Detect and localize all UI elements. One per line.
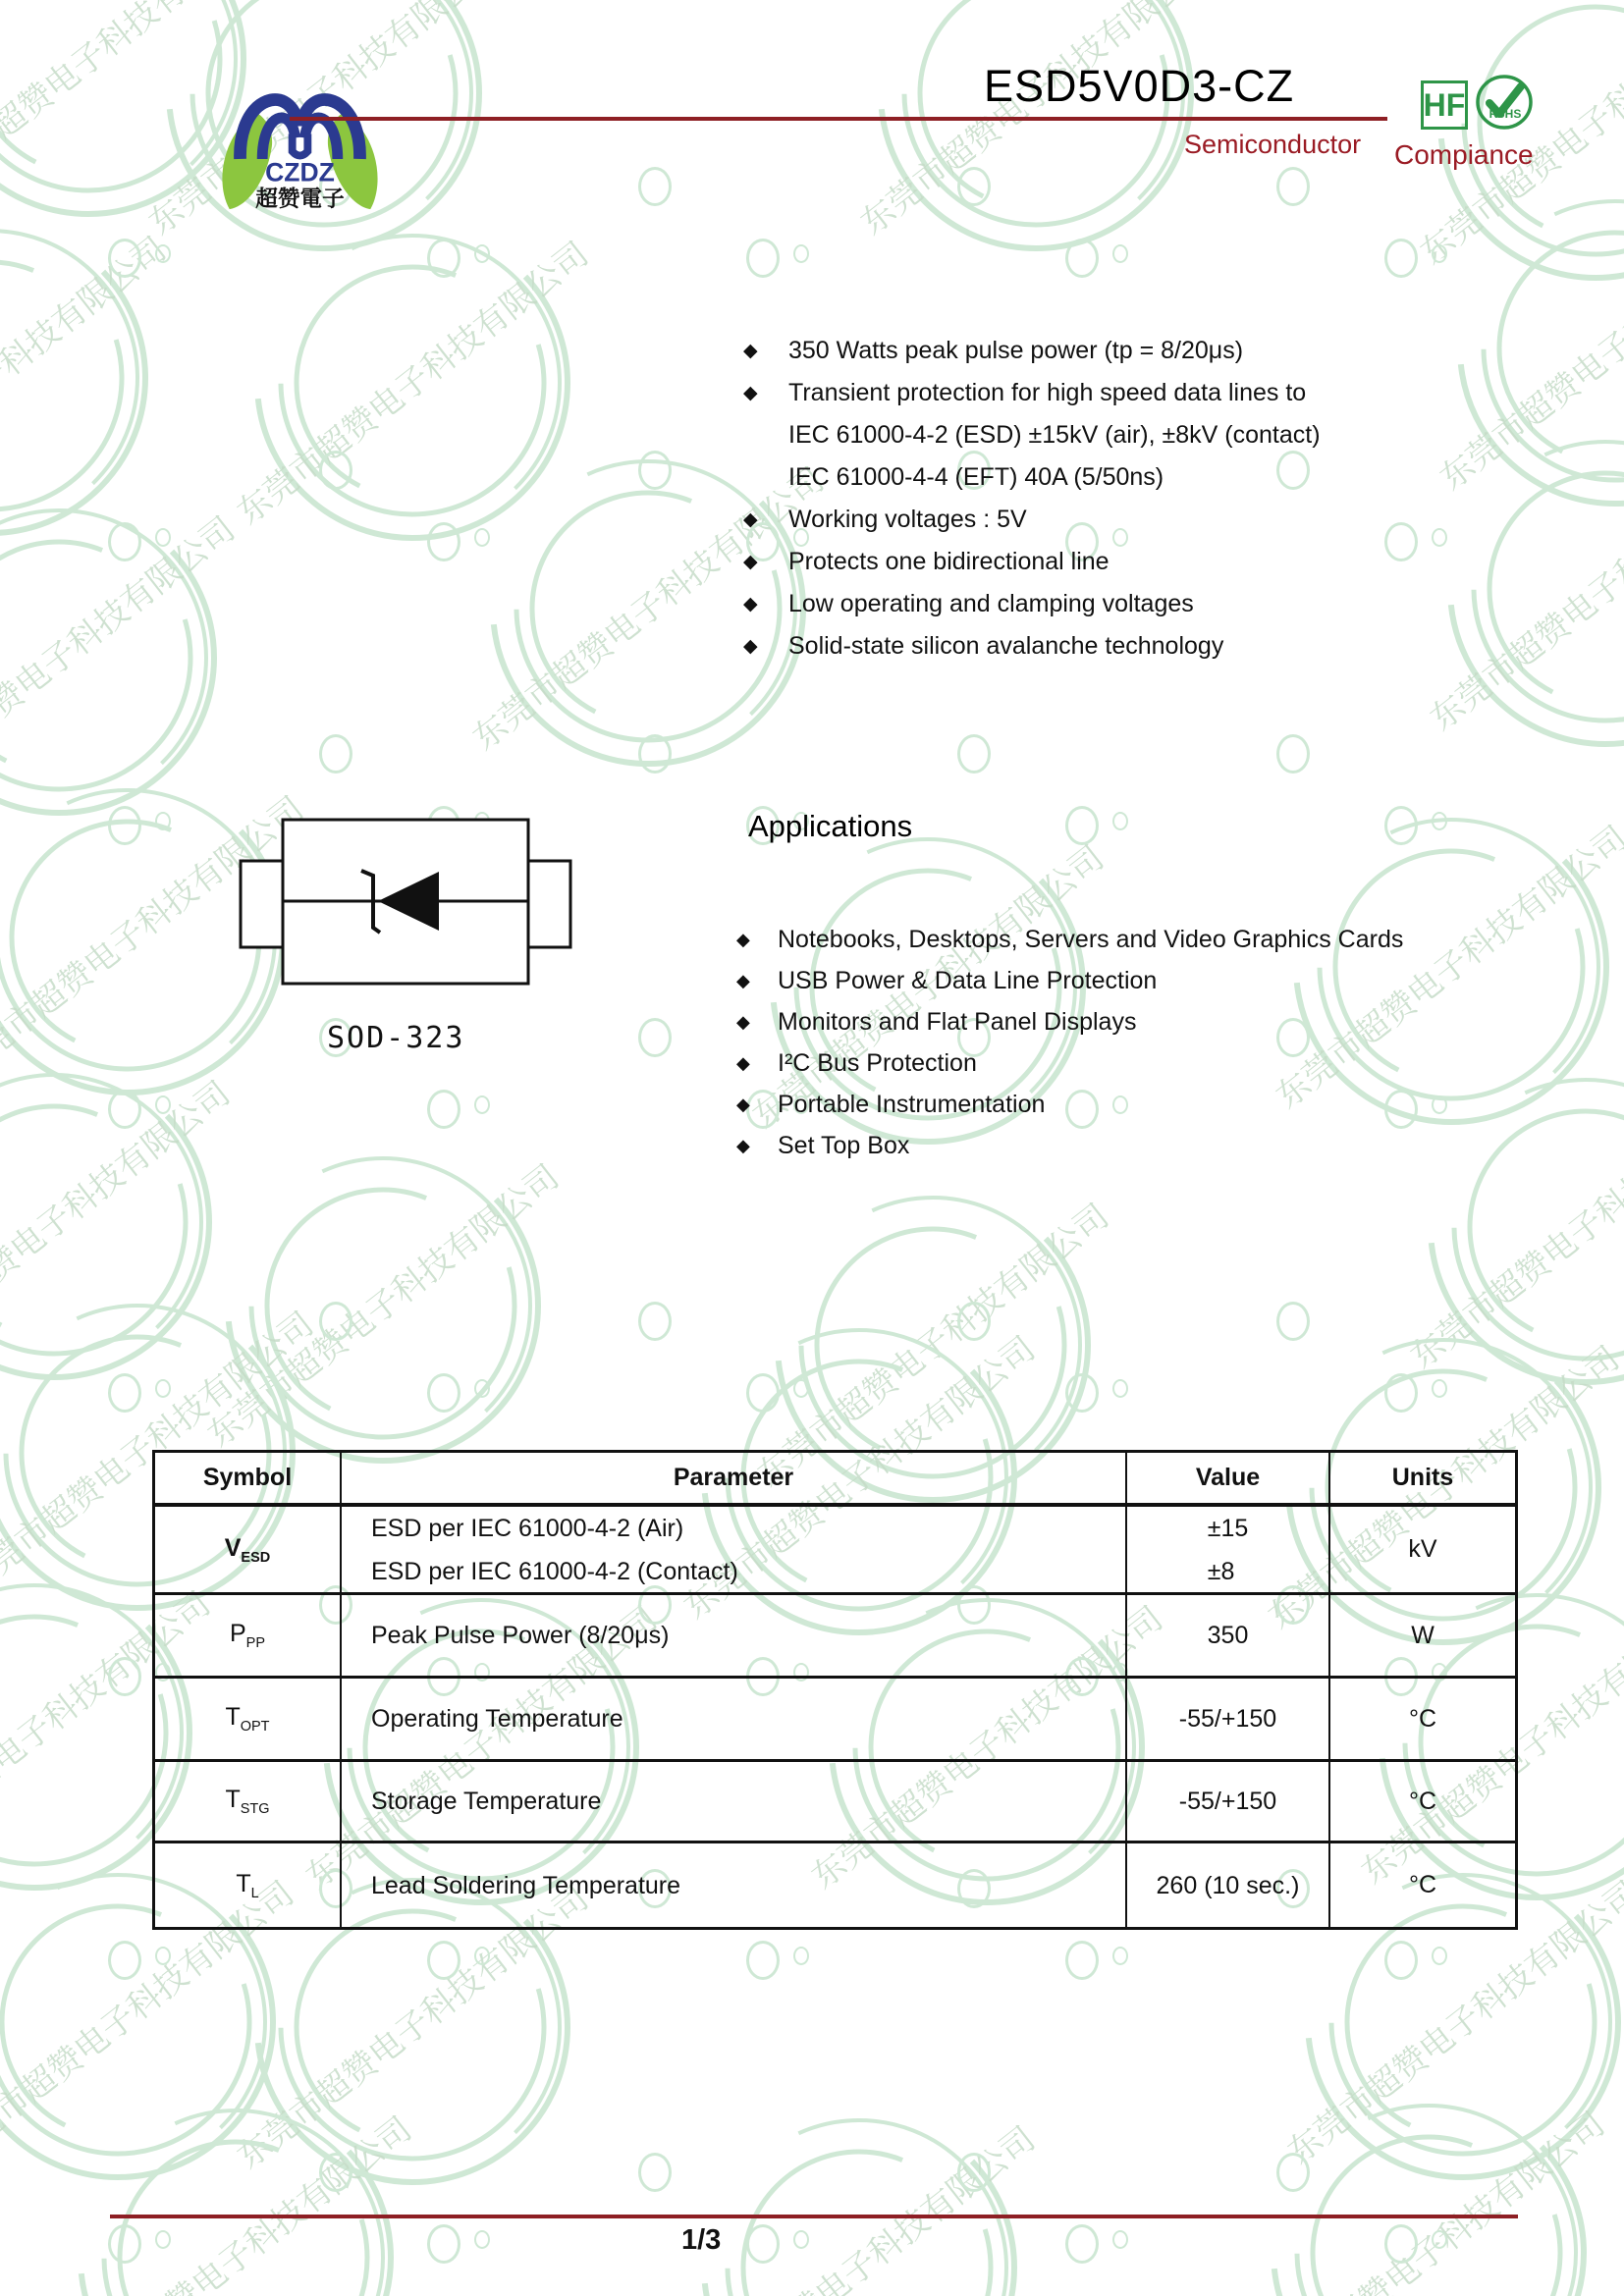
feature-item (743, 499, 1489, 541)
watermark-ring (108, 806, 141, 845)
parameter-line: ESD per IEC 61000-4-2 (Air) (371, 1514, 684, 1542)
col-header-parameter: Parameter (342, 1453, 1127, 1507)
logo-acronym: CZDZ (265, 157, 335, 187)
value-lines (1208, 1614, 1249, 1657)
watermark-ring (319, 2153, 352, 2192)
feature-text (788, 330, 1243, 372)
watermark-ring (1384, 2224, 1418, 2264)
watermark-ring (638, 1302, 672, 1341)
watermark-ring (638, 167, 672, 206)
watermark-ring (1065, 239, 1099, 278)
units-cell: °C (1330, 1762, 1515, 1843)
watermark-ring (638, 2153, 672, 2192)
parameter-lines (371, 1780, 601, 1823)
symbol-base: T (225, 1703, 241, 1731)
feature-text (788, 583, 1194, 625)
watermark-ring (1112, 2230, 1128, 2249)
watermark-ring (638, 1018, 672, 1057)
parameter-cell (342, 1679, 1127, 1762)
features-list (743, 330, 1489, 667)
symbol-subscript: ESD (241, 1549, 271, 1566)
watermark-ring (793, 244, 809, 263)
watermark-ring (427, 1373, 460, 1413)
diamond-bullet-icon: ◆ (743, 341, 758, 361)
diamond-bullet-icon: ◆ (736, 1012, 750, 1032)
package-diagram (234, 813, 577, 994)
watermark-ring (474, 1379, 490, 1398)
watermark-seal (682, 2091, 1036, 2296)
parameter-line: Peak Pulse Power (8/20μs) (371, 1622, 670, 1649)
application-label: Set Top Box (778, 1132, 910, 1159)
watermark-ring (474, 2230, 490, 2249)
symbol-cell (155, 1843, 342, 1927)
watermark-ring (638, 734, 672, 774)
value-lines (1208, 1507, 1249, 1593)
watermark-ring (1065, 1941, 1099, 1980)
diamond-bullet-icon: ◆ (736, 971, 750, 990)
application-label: USB Power & Data Line Protection (778, 967, 1158, 994)
value-cell (1127, 1595, 1330, 1679)
watermark-ring (793, 1379, 809, 1398)
application-item (736, 1125, 1542, 1166)
watermark-ring (957, 167, 991, 206)
application-label: Notebooks, Desktops, Servers and Video Graphics Cards (778, 926, 1404, 953)
watermark-ring (793, 2230, 809, 2249)
symbol-cell (155, 1595, 342, 1679)
watermark-ring (1432, 812, 1447, 830)
watermark-ring (427, 2224, 460, 2264)
watermark-ring (638, 451, 672, 490)
symbol-subscript: OPT (240, 1719, 270, 1735)
watermark-ring (746, 2224, 780, 2264)
watermark-ring (108, 1090, 141, 1129)
logo-chinese-name: 超赞電子 (255, 187, 345, 212)
application-label: Monitors and Flat Panel Displays (778, 1008, 1137, 1036)
value-lines (1157, 1864, 1300, 1907)
symbol-base: V (224, 1533, 242, 1562)
rohs-icon (1473, 73, 1536, 133)
hf-icon: HF (1421, 80, 1468, 130)
symbol-subscript: STG (240, 1801, 270, 1817)
watermark-ring (1112, 244, 1128, 263)
semiconductor-label: Semiconductor (1184, 130, 1362, 159)
watermark-ring (319, 1302, 352, 1341)
parameter-cell (342, 1843, 1127, 1927)
feature-line: IEC 61000-4-2 (ESD) ±15kV (air), ±8kV (contact) (788, 421, 1321, 449)
compliance-label: Compiance (1394, 139, 1534, 170)
application-label: I²C Bus Protection (778, 1049, 977, 1077)
feature-item (743, 583, 1489, 625)
feature-text (788, 625, 1223, 667)
maximum-ratings-table (152, 1450, 1518, 1930)
feature-text (788, 541, 1110, 583)
diamond-bullet-icon: ◆ (736, 1053, 750, 1073)
watermark-ring (1112, 1379, 1128, 1398)
value-cell (1127, 1679, 1330, 1762)
value-cell (1127, 1507, 1330, 1595)
symbol-text (225, 1703, 269, 1735)
watermark-ring (155, 528, 171, 547)
diamond-bullet-icon: ◆ (736, 930, 750, 949)
value-lines (1179, 1697, 1276, 1740)
feature-line: Working voltages : 5V (788, 506, 1027, 533)
symbol-cell (155, 1679, 342, 1762)
company-logo (204, 45, 396, 214)
watermark-ring (319, 451, 352, 490)
symbol-base: P (229, 1620, 246, 1647)
application-item (736, 960, 1542, 1001)
applications-title: Applications (748, 809, 913, 843)
watermark-ring (108, 1941, 141, 1980)
page-number: 1/3 (681, 2224, 722, 2256)
watermark-ring (746, 239, 780, 278)
units-cell: °C (1330, 1679, 1515, 1762)
diamond-bullet-icon: ◆ (736, 1136, 750, 1155)
feature-line: Transient protection for high speed data lines to (788, 379, 1307, 406)
application-item (736, 1042, 1542, 1084)
package-lead-left (241, 861, 283, 947)
value-line: 350 (1207, 1622, 1249, 1649)
watermark-ring (319, 734, 352, 774)
watermark-ring (108, 2224, 141, 2264)
watermark-ring (474, 1947, 490, 1965)
watermark-ring (1112, 812, 1128, 830)
watermark-ring (474, 1095, 490, 1114)
value-cell (1127, 1843, 1330, 1927)
part-number-title: ESD5V0D3-CZ (984, 61, 1295, 111)
value-line: 260 (10 sec.) (1156, 1871, 1300, 1899)
watermark-ring (427, 522, 460, 561)
value-cell (1127, 1762, 1330, 1843)
watermark-ring (1112, 1947, 1128, 1965)
parameter-line: Storage Temperature (371, 1788, 602, 1815)
units-cell: °C (1408, 1871, 1437, 1898)
feature-item (743, 541, 1489, 583)
feature-line: Protects one bidirectional line (788, 548, 1110, 575)
watermark-ring (1432, 1379, 1447, 1398)
watermark-ring (1432, 2230, 1447, 2249)
watermark-ring (1432, 1947, 1447, 1965)
value-line: ±8 (1207, 1557, 1235, 1585)
parameter-lines (371, 1864, 680, 1907)
units-cell: W (1330, 1595, 1515, 1679)
symbol-text (236, 1870, 258, 1901)
watermark-seal (59, 2081, 412, 2296)
parameter-cell (342, 1762, 1127, 1843)
value-line: -55/+150 (1178, 1788, 1277, 1815)
watermark-ring (108, 1657, 141, 1696)
feature-line: IEC 61000-4-4 (EFT) 40A (5/50ns) (788, 463, 1164, 491)
symbol-subscript: L (250, 1885, 259, 1901)
rohs-label: RoHS (1489, 107, 1522, 121)
symbol-cell (155, 1507, 342, 1595)
value-lines (1179, 1780, 1276, 1823)
feature-item (743, 372, 1489, 499)
units-cell: kV (1330, 1507, 1515, 1595)
watermark-ring (1276, 734, 1310, 774)
feature-line: 350 Watts peak pulse power (tp = 8/20μs) (788, 337, 1244, 364)
watermark-ring (957, 734, 991, 774)
diamond-bullet-icon: ◆ (743, 594, 758, 614)
diamond-bullet-icon: ◆ (743, 509, 758, 530)
symbol-text (225, 1534, 271, 1566)
applications-list (736, 919, 1542, 1166)
diamond-bullet-icon: ◆ (743, 636, 758, 657)
feature-line: Low operating and clamping voltages (788, 590, 1194, 617)
watermark-ring (1276, 1302, 1310, 1341)
application-item (736, 1084, 1542, 1125)
watermark-ring (155, 812, 171, 830)
watermark-seal (859, 0, 1213, 270)
watermark-ring (108, 522, 141, 561)
watermark-ring (108, 239, 141, 278)
diamond-bullet-icon: ◆ (743, 383, 758, 403)
watermark-ring (793, 1947, 809, 1965)
symbol-subscript: PP (245, 1635, 266, 1651)
watermark-ring (1384, 1941, 1418, 1980)
watermark-ring (155, 1379, 171, 1398)
col-header-symbol: Symbol (155, 1453, 342, 1507)
watermark-ring (1432, 244, 1447, 263)
parameter-lines (371, 1614, 669, 1657)
watermark-ring (1384, 239, 1418, 278)
watermark-ring (957, 1302, 991, 1341)
application-item (736, 1001, 1542, 1042)
feature-text (788, 499, 1027, 541)
footer-divider (110, 2215, 1518, 2218)
diamond-bullet-icon: ◆ (743, 552, 758, 572)
watermark-ring (108, 1373, 141, 1413)
feature-text (788, 372, 1321, 499)
symbol-base: T (225, 1786, 241, 1813)
col-header-value: Value (1127, 1453, 1330, 1507)
symbol-text (225, 1786, 269, 1817)
watermark-ring (155, 1095, 171, 1114)
feature-item (743, 330, 1489, 372)
watermark-ring (1065, 1373, 1099, 1413)
watermark-ring (427, 1090, 460, 1129)
parameter-line: Operating Temperature (371, 1705, 623, 1733)
parameter-cell (342, 1507, 1127, 1595)
symbol-text (230, 1620, 265, 1651)
watermark-ring (427, 239, 460, 278)
watermark-ring (1384, 1373, 1418, 1413)
watermark-ring (474, 244, 490, 263)
parameter-line: ESD per IEC 61000-4-2 (Contact) (371, 1557, 738, 1585)
watermark-ring (155, 1947, 171, 1965)
watermark-ring (1276, 167, 1310, 206)
watermark-ring (427, 1941, 460, 1980)
feature-item (743, 625, 1489, 667)
watermark-ring (155, 244, 171, 263)
header-divider (290, 117, 1387, 121)
value-line: ±15 (1207, 1514, 1249, 1542)
watermark-ring (746, 1373, 780, 1413)
watermark-ring (155, 2230, 171, 2249)
col-header-units: Units (1330, 1453, 1515, 1507)
parameter-line: Lead Soldering Temperature (371, 1871, 681, 1899)
package-lead-right (528, 861, 570, 947)
diamond-bullet-icon: ◆ (736, 1095, 750, 1114)
watermark-ring (1065, 806, 1099, 845)
symbol-base: T (236, 1869, 251, 1897)
watermark-ring (474, 528, 490, 547)
package-label: SOD-323 (327, 1021, 465, 1055)
watermark-ring (1384, 806, 1418, 845)
feature-line: Solid-state silicon avalanche technology (788, 632, 1224, 660)
parameter-cell (342, 1595, 1127, 1679)
watermark-ring (1065, 2224, 1099, 2264)
parameter-lines (371, 1697, 623, 1740)
symbol-cell (155, 1762, 342, 1843)
watermark-ring (957, 2153, 991, 2192)
application-item (736, 919, 1542, 960)
application-label: Portable Instrumentation (778, 1091, 1046, 1118)
value-line: -55/+150 (1178, 1705, 1277, 1733)
watermark-ring (1276, 2153, 1310, 2192)
parameter-lines (371, 1507, 738, 1593)
watermark-ring (746, 1941, 780, 1980)
